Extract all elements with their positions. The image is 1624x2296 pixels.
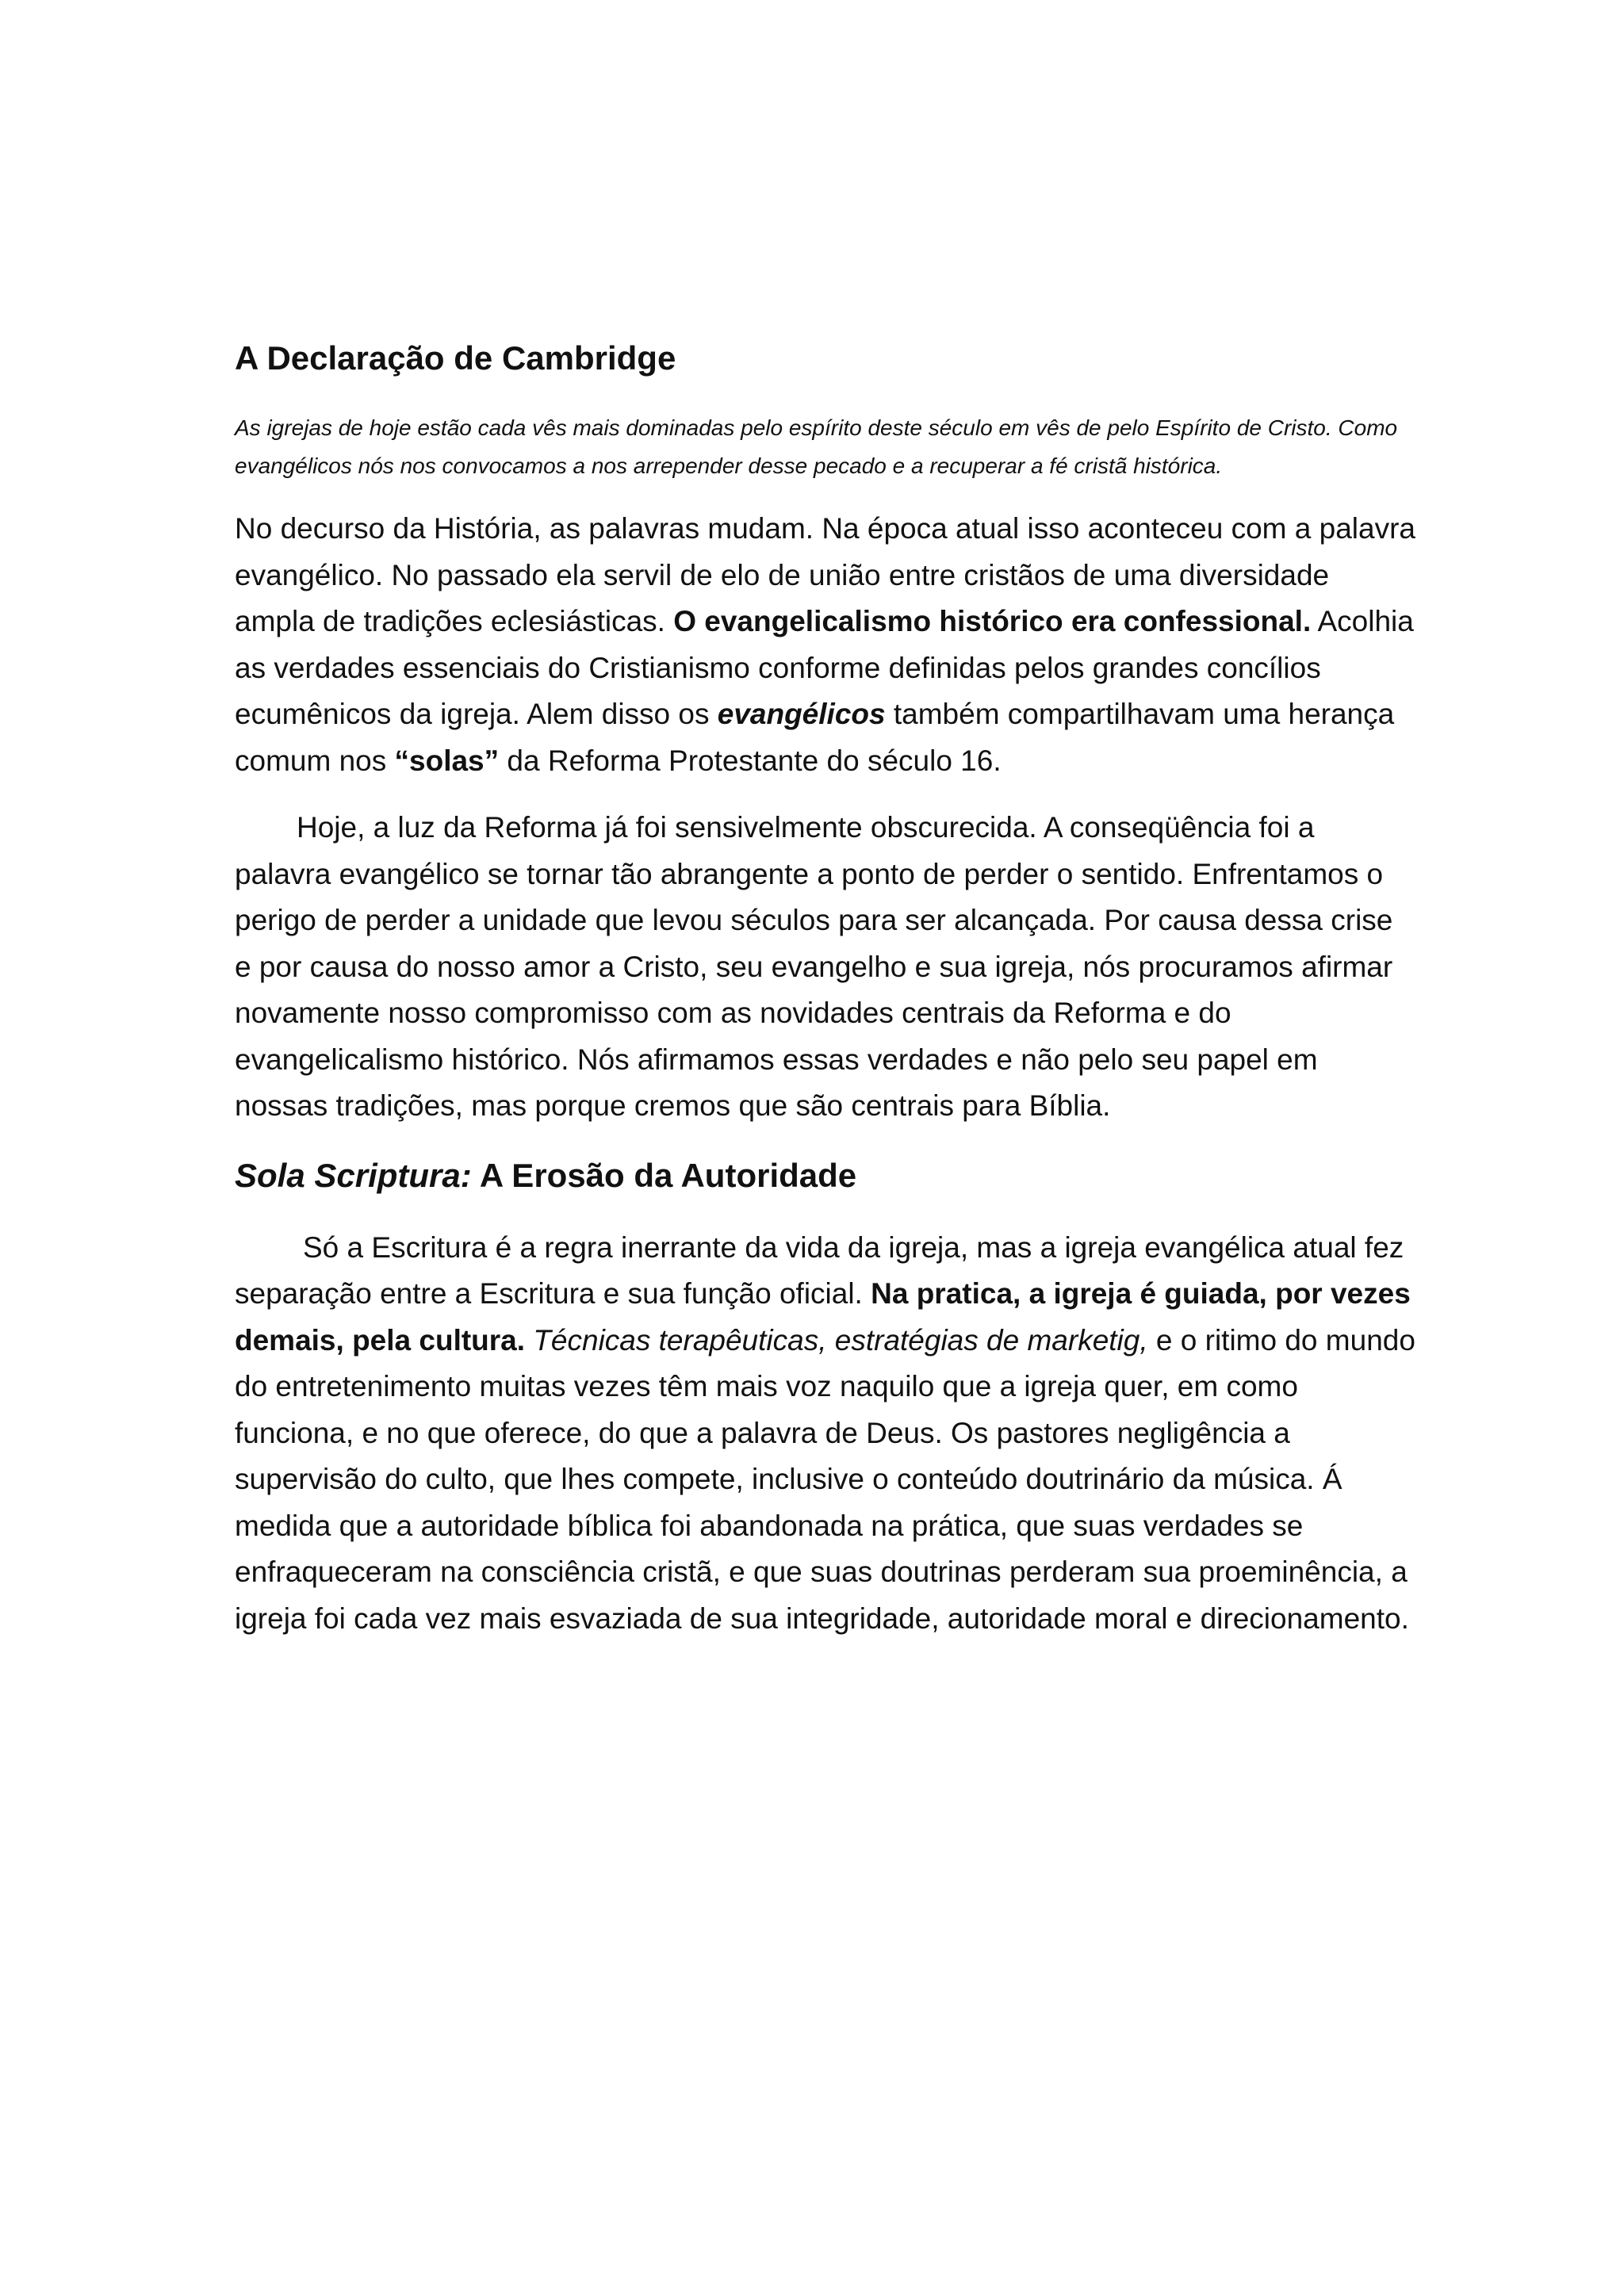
paragraph-1-bold-a: O evangelicalismo histórico era confessional. <box>673 605 1312 637</box>
paragraph-2: Hoje, a luz da Reforma já foi sensivelmente obscurecida. A conseqüência foi a palavra evangélico se tornar tão abrangente a ponto de perder o sentido. Enfrentamos o perigo de perder a unidade que levou séculos para ser alcançada. Por causa dessa crise e por causa do nosso amor a Cristo, seu evangelho e sua igreja, nós procuramos afirmar novamente nosso compromisso com as novidades centrais da Reforma e do evangelicalismo histórico. Nós afirmamos essas verdades e não pelo seu papel em nossas tradições, mas porque cremos que são centrais para Bíblia. <box>235 811 1393 1122</box>
paragraph-1-text-b: Acolhia as verdades essenciais do Cristianismo conforme definidas pelos grandes concílios ecumênicos da igreja. Alem disso os <box>235 605 1414 730</box>
paragraph-3-italic: Técnicas terapêuticas, estratégias de marketig, <box>533 1323 1148 1357</box>
paragraph-1-bold-b: “solas” <box>394 744 500 777</box>
intro-paragraph: As igrejas de hoje estão cada vês mais dominadas pelo espírito deste século em vês de pelo Espírito de Cristo. Como evangélicos nós nos convocamos a nos arrepender desse pecado e a recuperar a fé cristã histórica. <box>235 415 1398 478</box>
paragraph-3-space <box>525 1324 533 1357</box>
paragraph-1 <box>235 506 1416 784</box>
paragraph-3-bold: Na pratica, a igreja é guiada, por vezes demais, pela cultura. <box>235 1277 1411 1357</box>
paragraph-3 <box>235 1225 1416 1643</box>
paragraph-1-bold-italic: evangélicos <box>717 698 886 730</box>
document-title: A Declaração de Cambridge <box>235 339 676 377</box>
paragraph-3-text-b: e o ritimo do mundo do entretenimento muitas vezes têm mais voz naquilo que a igreja quer, em como funciona, e no que oferece, do que a palavra de Deus. Os pastores negligência a supervisão do culto, que lhes compete, inclusive o conteúdo doutrinário da música. Á medida que a autoridade bíblica foi abandonada na prática, que suas verdades se enfraqueceram na consciência cristã, e que suas doutrinas perderam sua proeminência, a igreja foi cada vez mais esvaziada de sua integridade, autoridade moral e direcionamento. <box>235 1323 1415 1635</box>
paragraph-1-text-a: No decurso da História, as palavras mudam. Na época atual isso aconteceu com a palavra evangélico. No passado ela servil de elo de união entre cristãos de uma diversidade ampla de tradições eclesiásticas. <box>235 512 1415 637</box>
document-content <box>235 331 1416 1663</box>
paragraph-3-text-a: Só a Escritura é a regra inerrante da vida da igreja, mas a igreja evangélica atual fez separação entre a Escritura e sua função oficial. <box>235 1230 1404 1310</box>
section-heading-rest: A Erosão da Autoridade <box>471 1156 857 1194</box>
section-heading <box>235 1150 1416 1201</box>
paragraph-1-text-c: também compartilhavam uma herança comum nos <box>235 698 1395 777</box>
section-heading-italic: Sola Scriptura: <box>235 1156 472 1194</box>
paragraph-1-text-d: da Reforma Protestante do século 16. <box>499 744 1002 777</box>
